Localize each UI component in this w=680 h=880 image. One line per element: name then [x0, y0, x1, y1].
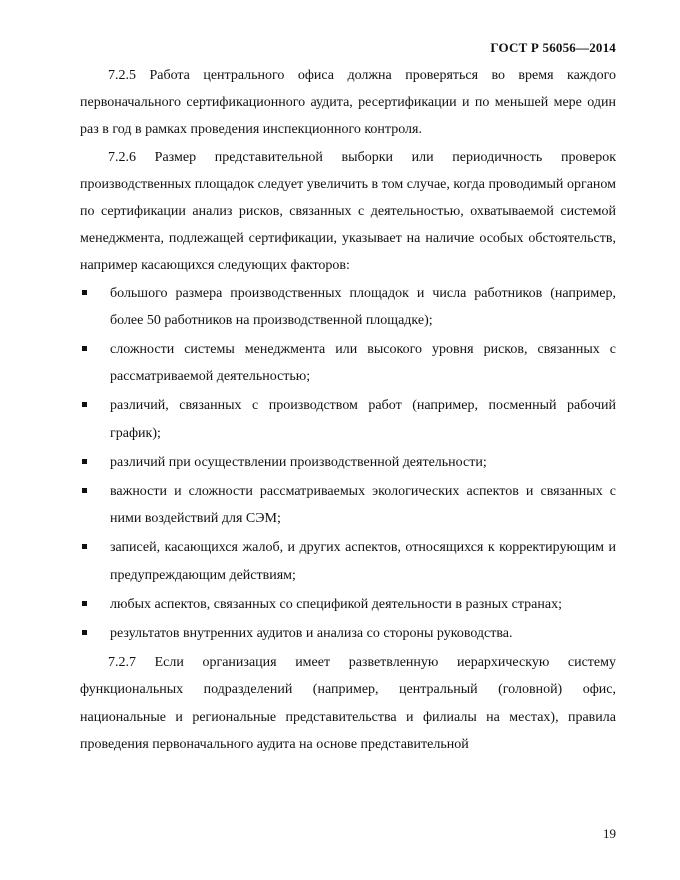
- list-item: [80, 534, 616, 588]
- list-item-text: любых аспектов, связанных со спецификой деятельности в разных странах;: [110, 596, 562, 612]
- document-body: [80, 62, 616, 758]
- bullet-square-icon: [82, 290, 87, 295]
- list-item-text: сложности системы менеджмента или высокого уровня рисков, связанных с рассматриваемой деятельностью;: [110, 342, 616, 385]
- bullet-square-icon: [82, 601, 87, 606]
- bullet-square-icon: [82, 346, 87, 351]
- bullet-square-icon: [82, 630, 87, 635]
- list-item-text: различий при осуществлении производственной деятельности;: [110, 454, 487, 470]
- list-item-text: записей, касающихся жалоб, и других аспектов, относящихся к корректирующим и предупреждающим действиям;: [110, 540, 616, 583]
- bullet-square-icon: [82, 488, 87, 493]
- list-item-text: большого размера производственных площадок и числа работников (например, более 50 работников на производственной площадке);: [110, 285, 616, 328]
- list-item-text: результатов внутренних аудитов и анализа со стороны руководства.: [110, 626, 513, 642]
- list-item-text: важности и сложности рассматриваемых экологических аспектов и связанных с ними воздействий для СЭМ;: [110, 484, 616, 527]
- page-number: 19: [603, 826, 616, 841]
- bullet-square-icon: [82, 544, 87, 549]
- list-item-text: различий, связанных с производством работ (например, посменный рабочий график);: [110, 398, 616, 441]
- list-item: [80, 620, 616, 647]
- paragraph-7-2-5: 7.2.5 Работа центрального офиса должна проверяться во время каждого первоначального сертификационного аудита, ресертификации и по меньшей мере один раз в год в рамках проведения инспекционного контроля.: [80, 68, 616, 138]
- list-item: [80, 336, 616, 390]
- paragraph-7-2-6: 7.2.6 Размер представительной выборки или периодичность проверок производственных площадок следует увеличить в том случае, когда проводимый органом по сертификации анализ рисков, связанных с деятельностью, охватываемой системой менеджмента, подлежащей сертификации, указывает на наличие особых обстоятельств, например касающихся следующих факторов:: [80, 149, 616, 274]
- bullet-square-icon: [82, 459, 87, 464]
- list-item: [80, 478, 616, 532]
- paragraph-7-2-7: 7.2.7 Если организация имеет разветвленную иерархическую систему функциональных подразделений (например, центральный (головной) офис, национальные и региональные представительства и филиалы на местах), правила проведения первоначального аудита на основе представительной: [80, 655, 616, 752]
- document-header-id: ГОСТ Р 56056—2014: [490, 40, 616, 55]
- list-item: [80, 280, 616, 334]
- factors-list: [80, 280, 616, 648]
- list-item: [80, 392, 616, 446]
- list-item: [80, 449, 616, 476]
- bullet-square-icon: [82, 402, 87, 407]
- list-item: [80, 591, 616, 618]
